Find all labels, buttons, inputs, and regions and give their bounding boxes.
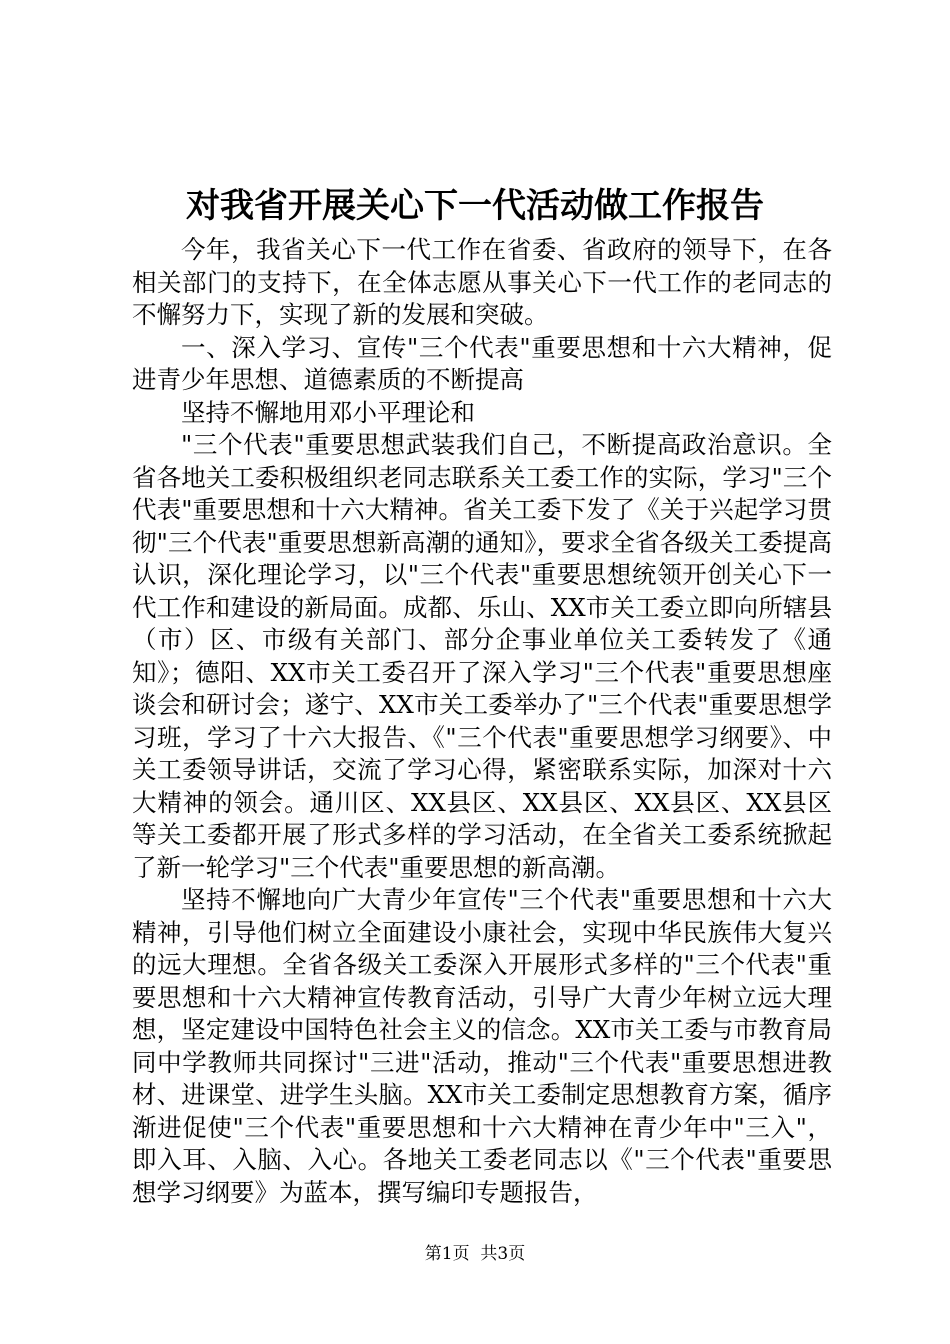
- paragraph-intro: 今年，我省关心下一代工作在省委、省政府的领导下，在各相关部门的支持下，在全体志愿从事关心下一代工作的老同志的不懈努力下，实现了新的发展和突破。: [132, 235, 832, 329]
- page-number: 第1页: [424, 1244, 470, 1264]
- document-body: [132, 234, 832, 1209]
- page-total: 共3页: [480, 1244, 526, 1264]
- paragraph-lead: 坚持不懈地用邓小平理论和: [181, 397, 475, 427]
- document-title: 对我省开展关心下一代活动做工作报告: [186, 186, 764, 226]
- paragraph-study: "三个代表"重要思想武装我们自己，不断提高政治意识。全省各地关工委积极组织老同志联系关工委工作的实际，学习"三个代表"重要思想和十六大精神。省关工委下发了《关于兴起学习贯彻"三个代表"重要思想新高潮的通知》，要求全省各级关工委提高认识，深化理论学习，以"三个代表"重要思想统领开创关心下一代工作和建设的新局面。成都、乐山、XX市关工委立即向所辖县（市）区、市级有关部门、部分企事业单位关工委转发了《通知》；德阳、XX市关工委召开了深入学习"三个代表"重要思想座谈会和研讨会；遂宁、XX市关工委举办了"三个代表"重要思想学习班，学习了十六大报告、《"三个代表"重要思想学习纲要》、中关工委领导讲话，交流了学习心得，紧密联系实际，加深对十六大精神的领会。通川区、XX县区、XX县区、XX县区、XX县区等关工委都开展了形式多样的学习活动，在全省关工委系统掀起了新一轮学习"三个代表"重要思想的新高潮。: [132, 430, 832, 882]
- page-footer: [0, 1242, 950, 1266]
- section-heading-1: 一、深入学习、宣传"三个代表"重要思想和十六大精神，促进青少年思想、道德素质的不断提高: [132, 332, 832, 394]
- paragraph-publicity: 坚持不懈地向广大青少年宣传"三个代表"重要思想和十六大精神，引导他们树立全面建设小康社会，实现中华民族伟大复兴的远大理想。全省各级关工委深入开展形式多样的"三个代表"重要思想和十六大精神宣传教育活动，引导广大青少年树立远大理想，坚定建设中国特色社会主义的信念。XX市关工委与市教育局同中学教师共同探讨"三进"活动，推动"三个代表"重要思想进教材、进课堂、进学生头脑。XX市关工委制定思想教育方案，循序渐进促使"三个代表"重要思想和十六大精神在青少年中"三入"，即入耳、入脑、入心。各地关工委老同志以《"三个代表"重要思想学习纲要》为蓝本，撰写编印专题报告，: [132, 885, 832, 1207]
